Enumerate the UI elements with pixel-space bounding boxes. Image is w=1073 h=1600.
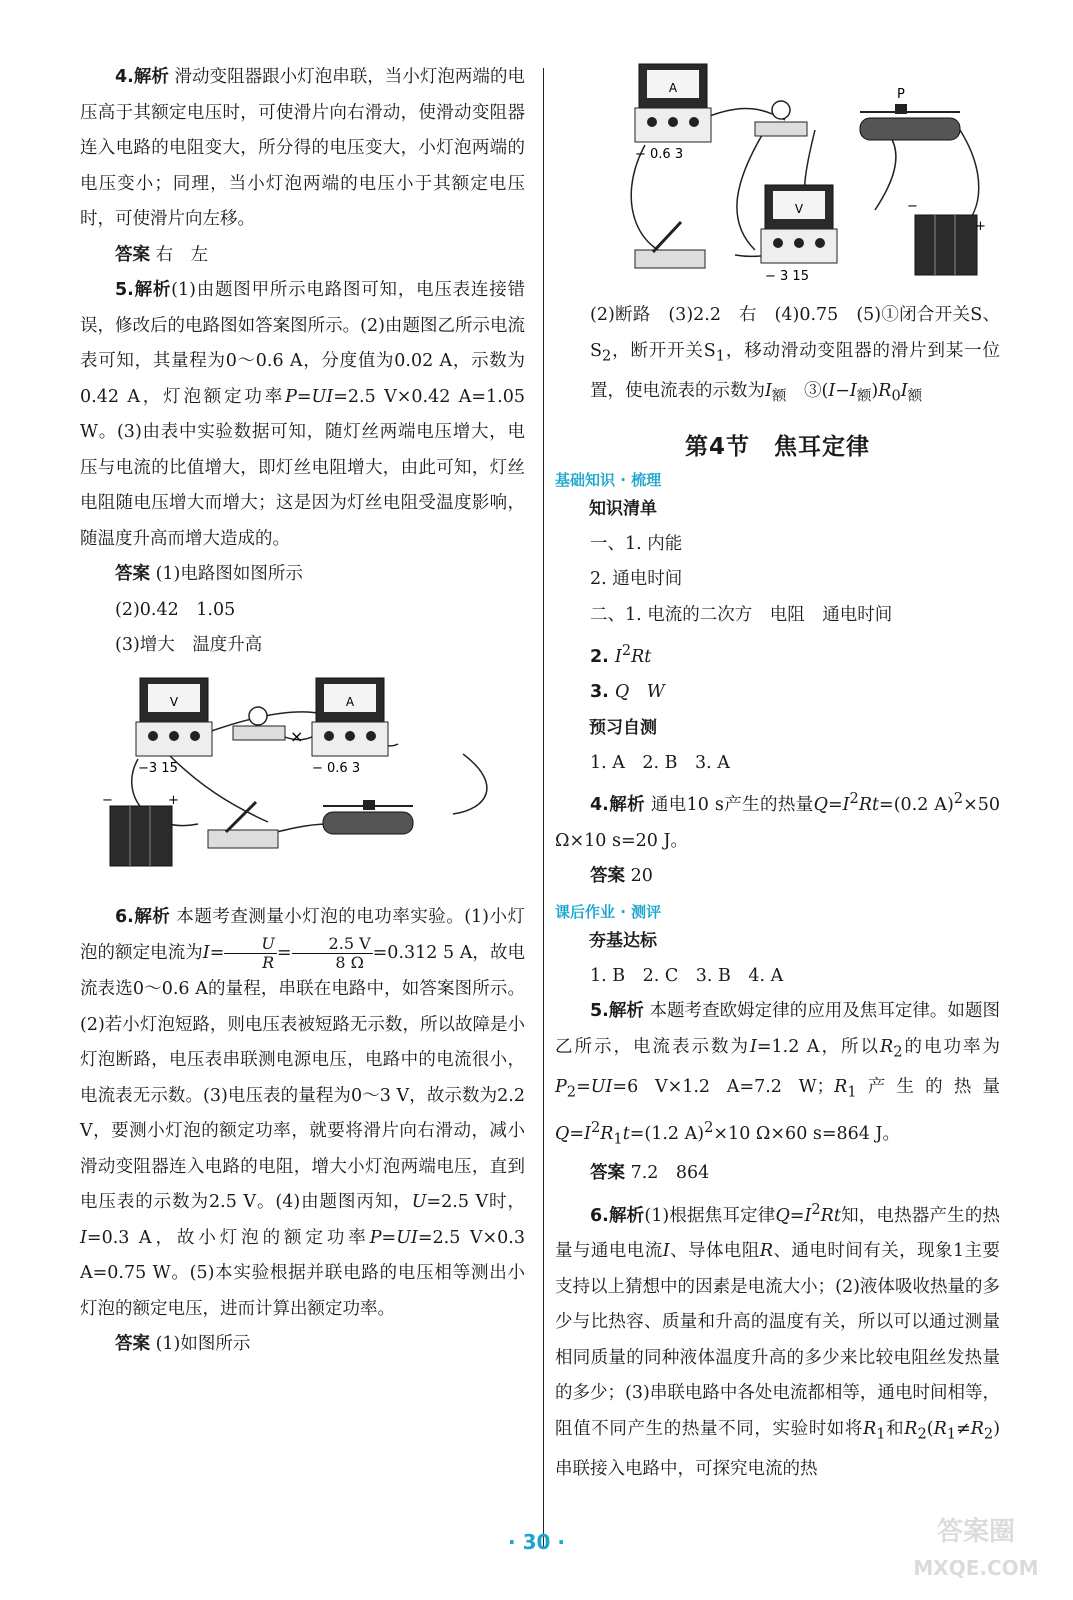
list-line-5: 3. Q W: [590, 682, 665, 703]
page-number: · 30 ·: [508, 1530, 565, 1554]
answer-5-line2: (2)0.42 1.05: [115, 599, 236, 620]
right-column: [555, 60, 1000, 1487]
svg-text:−: −: [907, 199, 918, 214]
watermark-logo: [901, 1500, 1051, 1590]
svg-text:×: ×: [290, 726, 304, 746]
homework-analysis-6: 6.解析(1)根据焦耳定律$Q=I^2Rt$知，电热器产生的热量与通电电流I、导体电阻R、通电时间有关，现象1主要支持以上猜想中的因素是电流大小；(2)液体吸收热量的多少与比热容、质量和升高的温度有关，所以可以通过测量相同质量的同种液体温度升高的多少来比较电阻丝发热量的多少；(3)串联电路中各处电流都相等，通电时间相等，阻值不同产生的热量不同，实验时如将$R_1$和$R_2(R_1\ne R_2)$串联接入电路中，可探究电流的热: [555, 1200, 1001, 1479]
answer-5-line3: (3)增大 温度升高: [115, 635, 263, 655]
svg-text:− 0.6 3: − 0.6 3: [312, 760, 361, 776]
circuit-figure-2: [615, 60, 995, 290]
svg-text:−3 15: −3 15: [138, 760, 178, 776]
fraction-u-over-r: $\frac{U}{R}$: [224, 935, 276, 972]
band-homework: 课后作业 · 测评: [555, 902, 662, 921]
analysis-4: 4.解析 滑动变阻器跟小灯泡串联，当小灯泡两端的电压高于其额定电压时，可使滑片向右滑动，使滑动变阻器连入电路的电阻变大，所分得的电压变大，小灯泡两端的电压变小；同理，当小灯泡两端的电压小于其额定电压时，可使滑片向左移。: [80, 67, 525, 229]
answer-6: 答案 (1)如图所示: [115, 1334, 251, 1354]
svg-text:MXQE.COM: MXQE.COM: [913, 1556, 1039, 1580]
knowledge-list-heading: 知识清单: [589, 498, 657, 519]
preview-analysis-4: 4.解析 通电10 s产生的热量$Q=I^2Rt=(0.2$ A)$^2$×50 Ω×10 s=20 J。: [555, 790, 1000, 851]
svg-text:+: +: [168, 792, 179, 808]
homework-answer-5: 答案 7.2 864: [590, 1163, 710, 1184]
answer-5: 答案 (1)电路图如图所示: [115, 564, 303, 584]
svg-text:答案圈: 答案圈: [936, 1517, 1016, 1547]
rheostat: [860, 118, 960, 140]
answer-4: 答案 右 左: [115, 244, 209, 265]
homework-analysis-5: 5.解析 本题考查欧姆定律的应用及焦耳定律。如题图乙所示，电流表示数为I=1.2 A，所以$R_2$的电功率为$P_2=UI=6$ V×1.2 A=7.2 W；$R_1$产生的热量$Q=I^2R_1t=(1.2$ A)$^2$×10 Ω×60 s=864 J。: [555, 1001, 1000, 1147]
list-line-4: 2. $I^2Rt$: [590, 642, 652, 667]
switch: [208, 830, 278, 848]
preview-test-heading: 预习自测: [589, 717, 657, 738]
analysis-6: 6.解析 本题考查测量小灯泡的电功率实验。(1)小灯泡的额定电流为I= $\frac{U}{R}$ = $\frac{2.5 V}{8 \Omega}$ =0.312 5 A，故电流表选0～0.6 A的量程，串联在电路中，如答案图所示。(2)若小灯泡短路，则电压表被短路无示数，所以故障是小灯泡断路，电压表串联测电源电压，电路中的电流很小，电流表无示数。(3)电压表的量程为0～3 V，故示数为2.2 V，要测小灯泡的额定功率，就要将滑片向右滑动，减小滑动变阻器连入电路的电阻，增大小灯泡两端电压，直到电压表的示数为2.5 V。(4)由题图丙知，U=2.5 V时，I=0.3 A，故小灯泡的额定功率P=UI=2.5 V×0.3 A=0.75 W。(5)本实验根据并联电路的电压相等测出小灯泡的额定电压，进而计算出额定功率。: [80, 906, 526, 1319]
svg-text:A: A: [668, 81, 678, 95]
svg-text:P: P: [897, 87, 905, 102]
rheostat: [323, 812, 413, 834]
list-line-3: 二、1. 电流的二次方 电阻 通电时间: [590, 604, 893, 625]
battery: [915, 215, 977, 275]
circuit-figure-1: [102, 674, 553, 894]
svg-text:+: +: [975, 219, 986, 234]
answer-6-continued: (2)断路 (3)2.2 右 (4)0.75 (5)①闭合开关S、$S_2$，断开开关$S_1$，移动滑动变阻器的滑片到某一位置，使电流表的示数为$I_额$ $③(I-I_额)R_0I_额$: [590, 305, 1001, 404]
switch: [635, 250, 705, 268]
foundation-answers: 1. B 2. C 3. B 4. A: [590, 965, 784, 986]
foundation-heading: 夯基达标: [589, 930, 657, 951]
svg-text:− 3 15: − 3 15: [765, 269, 809, 284]
svg-text:−: −: [102, 792, 113, 808]
svg-text:− 0.6 3: − 0.6 3: [635, 147, 684, 162]
analysis-5: 5.解析(1)由题图甲所示电路图可知，电压表连接错误，修改后的电路图如答案图所示。(2)由题图乙所示电流表可知，其量程为0～0.6 A，分度值为0.02 A，示数为0.42 A，灯泡额定功率P=UI=2.5 V×0.42 A=1.05 W。(3)由表中实验数据可知，随灯丝两端电压增大，电压与电流的比值增大，即灯丝电阻增大，由此可知，灯丝电阻随电压增大而增大；这是因为灯丝电阻受温度影响，随温度升高而增大造成的。: [80, 280, 525, 549]
svg-text:V: V: [169, 694, 179, 709]
fraction-values: $\frac{2.5 V}{8 \Omega}$: [292, 935, 373, 972]
svg-text:V: V: [794, 202, 804, 216]
svg-text:A: A: [345, 694, 355, 709]
preview-answer-4: 答案 20: [590, 866, 653, 887]
battery: [110, 806, 172, 866]
preview-answers: 1. A 2. B 3. A: [590, 752, 730, 773]
band-basic-knowledge: 基础知识 · 梳理: [555, 470, 662, 489]
section-title: 第4节 焦耳定律: [684, 433, 870, 460]
list-line-2: 2. 通电时间: [590, 569, 683, 589]
left-column: [80, 60, 525, 1363]
list-line-1: 一、1. 内能: [590, 533, 683, 554]
